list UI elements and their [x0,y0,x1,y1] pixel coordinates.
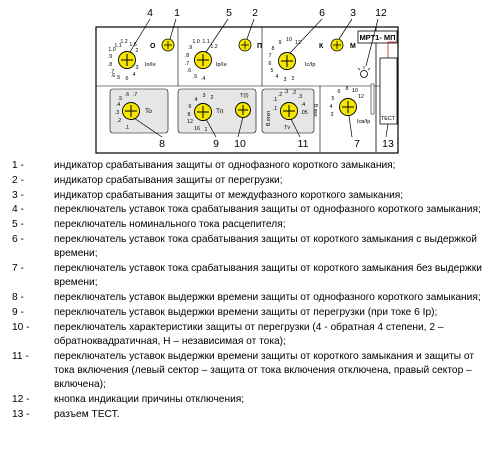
io-scale-3: 1.5 [129,42,137,48]
callout-3: 3 [350,7,356,19]
ic-scale-5: 6 [268,61,272,67]
legend-text: индикатор срабатывания защиты от перегрузки; [54,174,283,186]
legend-text: переключатель номинального тока расцепителя; [54,219,286,231]
ip-scale-6: .6 [186,68,192,74]
t-i-label: T(I) [240,93,249,99]
tp-scale-2: 8 [187,112,191,118]
legend-text: разъем ТЕСТ. [54,408,120,420]
legend-item [12,393,496,407]
callout-1: 1 [174,7,180,19]
ip-scale-0: 1.0 [192,39,200,45]
icp-scale-2: 10 [352,88,358,94]
indicator-letter-m: М [350,43,356,50]
ic-dial[interactable] [279,53,296,70]
tp-scale-7: 1 [204,127,208,133]
to-scale-0: .6 [124,92,130,98]
legend-num: 6 - [12,233,24,245]
tv-scale-2: .1 [272,97,278,103]
callout-10: 10 [234,138,246,150]
legend-list [12,159,496,422]
relay-panel-figure [0,0,500,158]
io-in-label: Io/Iн [145,62,156,68]
to-scale-2: .4 [115,102,121,108]
relay-panel-drawing [0,0,500,158]
ip-in-label: Ip/Iн [216,62,227,68]
brand-label: МРТ1- МП [359,33,396,42]
to-label: To [145,108,152,115]
v-otkl-label: В.откл [266,111,272,126]
callout-7: 7 [354,138,360,150]
legend-item [12,218,496,232]
legend-num: 13 - [12,408,30,420]
tp-scale-5: 3 [202,93,206,99]
legend-text: индикатор срабатывания защиты от междуфазного короткого замыкания; [54,189,404,201]
legend-num: 4 - [12,204,24,216]
tv-dial[interactable] [281,103,298,120]
legend-num: 10 - [12,321,30,333]
test-socket[interactable] [380,58,397,124]
icp-scale-0: 6 [337,89,341,95]
icp-scale-6: 3 [330,112,334,118]
legend-text: переключатель уставок выдержки времени защиты от короткого замыкания и защиты от тока включения (левый сектор – защита от тока включения отключена, правый сектор – включена); [54,350,474,390]
io-scale-2: 1.0 [108,47,116,53]
tv-scale-1: .3 [283,89,289,95]
legend-item [12,189,496,203]
ip-scale-1: 1.1 [202,39,210,45]
ic-scale-1: 10 [286,37,292,43]
io-scale-7: .7 [109,69,115,75]
io-scale-5: 2 [135,48,139,54]
legend-text: переключатель уставок тока срабатывания защиты от однофазного короткого замыкания; [54,204,481,216]
icp-dial[interactable] [340,99,357,116]
icp-scale-4: 5 [331,96,335,102]
tp-scale-4: 16 [194,126,200,132]
legend-text: переключатель характеристики защиты от перегрузки (4 - обратная 4 степени, 2 – обратноквадратичная, Н – независимая от тока); [54,321,444,347]
ic-scale-0: 9 [278,40,282,46]
indicator-letter-o: О [150,43,156,50]
legend-item [12,408,496,422]
tp-scale-6: 2 [210,95,214,101]
callout-8: 8 [159,138,165,150]
legend-num: 7 - [12,262,24,274]
io-scale-0: 1.1 [114,43,122,49]
ic-scale-2: 12 [295,40,301,46]
icp-ip-label: Iсв/Ip [357,119,371,125]
v-vkl-label: В.вкл [312,104,318,117]
legend-num: 1 - [12,160,24,171]
legend-num: 5 - [12,219,24,231]
legend-text: переключатель уставок выдержки времени защиты от однофазного короткого замыкания; [54,291,481,303]
legend-item [12,306,496,320]
tp-dial[interactable] [195,104,212,121]
io-scale-11: .6 [110,73,116,79]
ip-scale-7: .5 [192,74,198,80]
legend-item [12,174,496,188]
io-scale-8: 6 [125,76,129,82]
to-scale-1: .7 [132,92,138,98]
ic-ip-label: Iс/Ip [305,62,316,68]
legend-item [12,321,496,349]
callout-6: 6 [319,7,325,19]
tv-scale-5: .4 [300,102,306,108]
legend-text: переключатель уставок выдержки времени защиты от перегрузки (при токе 6 Ip); [54,306,438,318]
legend-text: индикатор срабатывания защиты от однофазного короткого замыкания; [54,160,396,171]
indicator-letter-p: П [257,43,263,50]
legend-text: переключатель уставок тока срабатывания защиты от короткого замыкания с выдержкой времени; [54,233,477,260]
icp-scale-5: 4 [329,104,333,110]
legend-item [12,159,496,173]
callout-9: 9 [213,138,219,150]
legend-item [12,262,496,290]
tp-scale-3: 12 [187,119,193,125]
callout-11: 11 [297,138,309,150]
tp-label: Tп [216,108,224,115]
ip-scale-3: .9 [187,45,193,51]
legend-text: кнопка индикации причины отключения; [54,393,245,405]
tv-scale-7: .05 [300,110,308,116]
test-label: ТЕСТ [380,116,396,122]
tv-scale-3: .2 [291,90,297,96]
legend-num: 12 - [12,393,30,405]
io-scale-10: 4 [132,72,136,78]
ip-scale-2: 1.2 [210,44,218,50]
to-scale-6: .1 [124,125,130,131]
icp-scale-3: 12 [358,94,364,100]
callout-12: 12 [375,7,387,19]
legend-num: 3 - [12,189,24,201]
legend-num: 9 - [12,306,24,318]
ic-scale-6: 5 [270,68,274,74]
legend-item [12,350,496,393]
io-scale-12: 3 [135,65,139,71]
callout-13: 13 [382,138,394,150]
tv-scale-4: .3 [297,94,303,100]
legend-num: 2 - [12,174,24,186]
ic-scale-4: 7 [268,53,272,59]
to-scale-3: .5 [117,96,123,102]
ic-scale-7: 4 [275,74,279,80]
ip-dial[interactable] [195,52,212,69]
io-scale-1: 1.2 [120,39,128,45]
ic-scale-8: 3 [283,77,287,83]
tv-scale-6: .1 [272,106,278,112]
to-scale-4: .3 [114,110,120,116]
to-dial[interactable] [123,103,140,120]
characteristic-dial[interactable] [236,103,251,118]
icp-scale-1: 8 [345,86,349,92]
ip-scale-5: .7 [184,61,190,67]
tv-label: Tv [284,125,291,131]
legend-item [12,203,496,217]
callout-2: 2 [252,7,258,19]
io-scale-6: .8 [107,62,113,68]
legend-item [12,291,496,305]
callout-5: 5 [226,7,232,19]
io-scale-4: .9 [107,54,113,60]
tp-scale-0: 4 [194,97,198,103]
callout-4: 4 [147,7,153,19]
to-scale-5: .2 [116,118,122,124]
ip-scale-8: .4 [200,76,206,82]
legend-num: 11 - [12,350,29,362]
ip-scale-4: .8 [184,53,190,59]
legend-num: 8 - [12,291,24,303]
io-dial[interactable] [119,52,136,69]
io-scale-9: .5 [115,75,121,81]
legend-text: переключатель уставок тока срабатывания защиты от короткого замыкания без выдержки времени; [54,262,482,289]
legend-item [12,233,496,261]
ic-scale-9: 2 [291,76,295,82]
ic-scale-3: 8 [271,46,275,52]
tp-scale-1: 6 [188,104,192,110]
tv-scale-0: .2 [277,92,283,98]
indicator-letter-k: К [319,43,324,50]
